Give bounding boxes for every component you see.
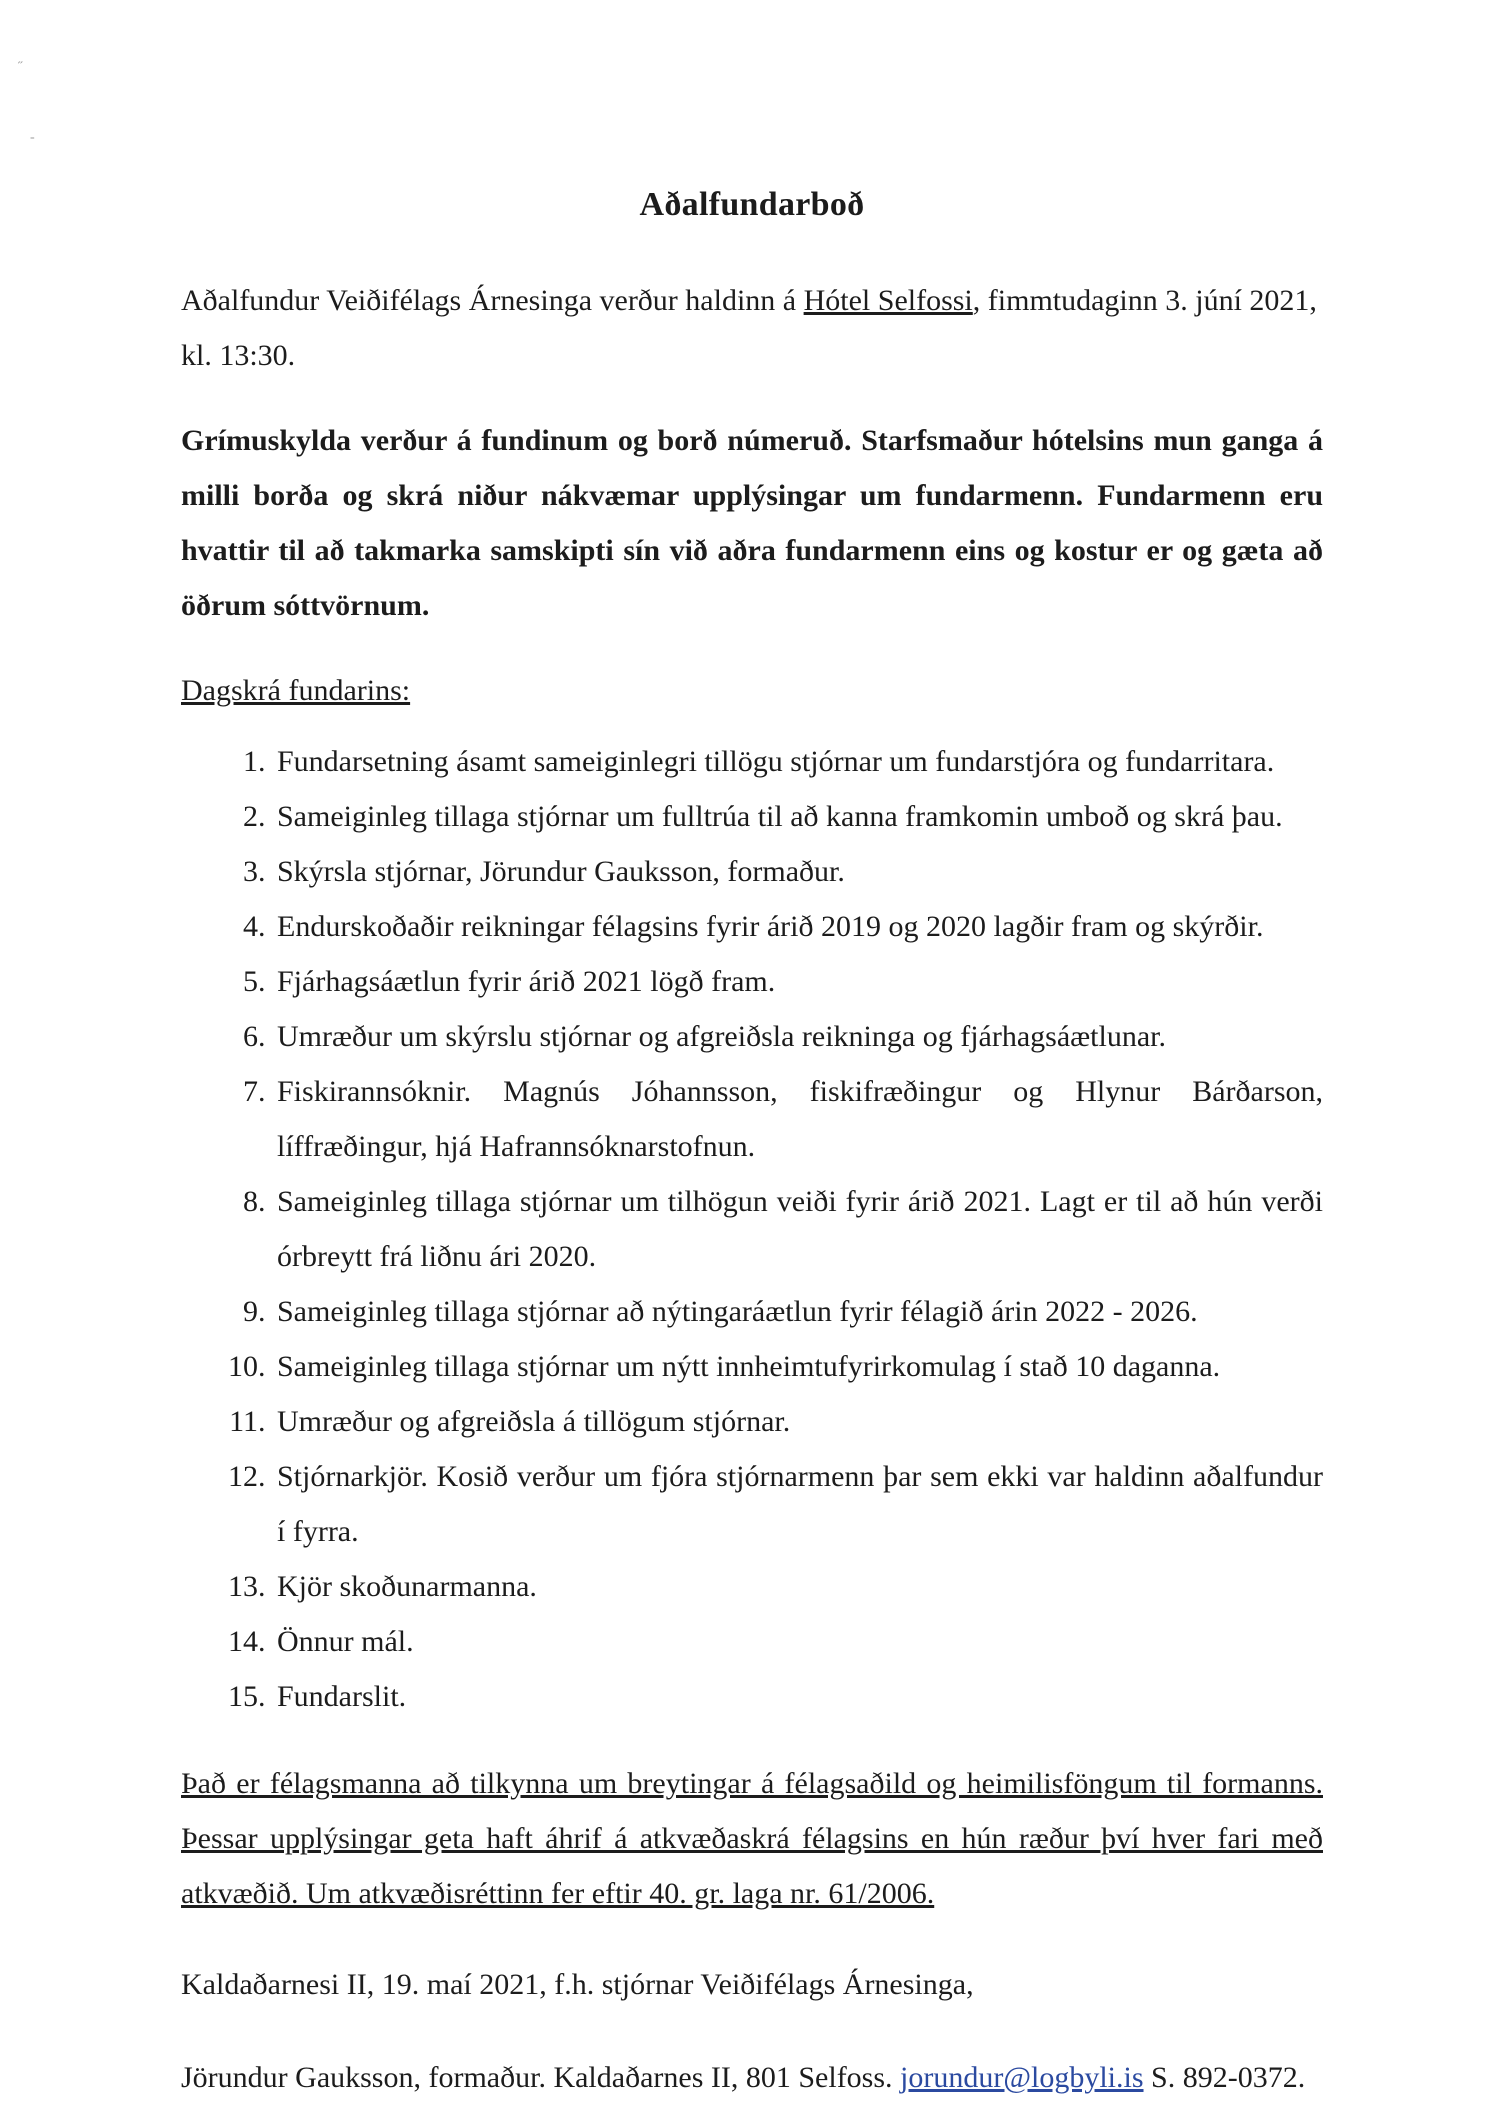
agenda-item-14: 14. Önnur mál. xyxy=(273,1614,1323,1669)
agenda-heading: Dagskrá fundarins: xyxy=(181,674,411,707)
agenda-item-5: 5. Fjárhagsáætlun fyrir árið 2021 lögð fram. xyxy=(273,954,1323,1009)
agenda-list xyxy=(181,734,1323,1724)
signature-text-pre: Jörundur Gauksson, formaður. Kaldaðarnes II, 801 Selfoss. xyxy=(181,2061,901,2094)
signature-text-post: S. 892-0372. xyxy=(1143,2061,1306,2094)
intro-text-pre: Aðalfundur Veiðifélags Árnesinga verður haldinn á xyxy=(181,284,804,317)
signature-line xyxy=(181,2050,1323,2105)
intro-paragraph xyxy=(181,273,1323,383)
member-notice-paragraph: Það er félagsmanna að tilkynna um breytingar á félagsaðild og heimilisföngum til formanns. Þessar upplýsingar geta haft áhrif á atkvæðaskrá félagsins en hún ræður því hver fari með atkvæðið. Um atkvæðisréttinn fer eftir 40. gr. laga nr. 61/2006. xyxy=(181,1767,1323,1910)
agenda-item-11: 11. Umræður og afgreiðsla á tillögum stjórnar. xyxy=(273,1394,1323,1449)
document-title: Aðalfundarboð xyxy=(639,186,865,223)
covid-notice-paragraph: Grímuskylda verður á fundinum og borð númeruð. Starfsmaður hótelsins mun ganga á milli borða og skrá niður nákvæmar upplýsingar um fundarmenn. Fundarmenn eru hvattir til að takmarka samskipti sín við aðra fundarmenn eins og kostur er og gæta að öðrum sóttvörnum. xyxy=(181,424,1323,622)
agenda-item-9: 9. Sameiginleg tillaga stjórnar að nýtingaráætlun fyrir félagið árin 2022 - 2026. xyxy=(273,1284,1323,1339)
agenda-item-6: 6. Umræður um skýrslu stjórnar og afgreiðsla reikninga og fjárhagsáætlunar. xyxy=(273,1009,1323,1064)
email-link[interactable]: jorundur@logbyli.is xyxy=(900,2061,1144,2094)
agenda-item-8: 8. Sameiginleg tillaga stjórnar um tilhögun veiði fyrir árið 2021. Lagt er til að hún verði órbreytt frá liðnu ári 2020. xyxy=(273,1174,1323,1284)
venue-name: Hótel Selfossi xyxy=(803,284,973,317)
agenda-item-3: 3. Skýrsla stjórnar, Jörundur Gauksson, formaður. xyxy=(273,844,1323,899)
agenda-item-12: 12. Stjórnarkjör. Kosið verður um fjóra stjórnarmenn þar sem ekki var haldinn aðalfundur í fyrra. xyxy=(273,1449,1323,1559)
scan-artifact: ˶ xyxy=(18,54,23,69)
agenda-item-1: 1. Fundarsetning ásamt sameiginlegri tillögu stjórnar um fundarstjóra og fundarritara. xyxy=(273,734,1323,789)
place-date-line: Kaldaðarnesi II, 19. maí 2021, f.h. stjórnar Veiðifélags Árnesinga, xyxy=(181,1968,974,2001)
agenda-item-2: 2. Sameiginleg tillaga stjórnar um fulltrúa til að kanna framkomin umboð og skrá þau. xyxy=(273,789,1323,844)
agenda-item-10: 10. Sameiginleg tillaga stjórnar um nýtt innheimtufyrirkomulag í stað 10 daganna. xyxy=(273,1339,1323,1394)
agenda-item-13: 13. Kjör skoðunarmanna. xyxy=(273,1559,1323,1614)
agenda-item-15: 15. Fundarslit. xyxy=(273,1669,1323,1724)
agenda-item-7: 7. Fiskirannsóknir. Magnús Jóhannsson, fiskifræðingur og Hlynur Bárðarson, líffræðingur, hjá Hafrannsóknarstofnun. xyxy=(273,1064,1323,1174)
agenda-item-4: 4. Endurskoðaðir reikningar félagsins fyrir árið 2019 og 2020 lagðir fram og skýrðir. xyxy=(273,899,1323,954)
intro-text-post: , fimmtudaginn 3. júní 2021, kl. 13:30. xyxy=(181,284,1317,372)
scan-artifact: ‑ xyxy=(30,130,35,145)
